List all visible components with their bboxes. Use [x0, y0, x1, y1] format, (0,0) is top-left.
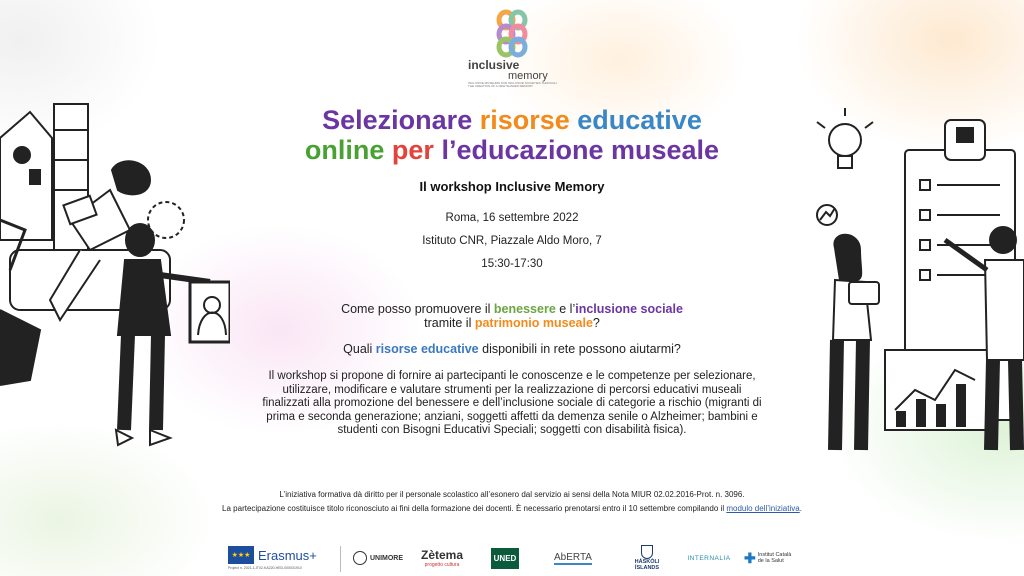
shield-icon	[641, 545, 653, 559]
question-text: Come posso promuovere il	[341, 302, 494, 316]
event-place: Istituto CNR, Piazzale Aldo Moro, 7	[422, 235, 602, 247]
logo-tagline: INCLUSIVE MUSEUMS FOR INCLUSIVE SOCIETIES THROUGH THE CREATION OF A NEW SHARED MEMORY	[468, 81, 557, 88]
seal-icon	[353, 551, 367, 565]
footer-note-2	[0, 504, 1024, 513]
question-text: ?	[592, 316, 600, 330]
highlight-benessere: benessere	[493, 302, 556, 316]
zetema-label: Zètema	[420, 548, 464, 562]
question-text: tramite il	[424, 316, 475, 330]
footer-note-1: L’iniziativa formativa dà diritto per il personale scolastico all’esonero dal servizio ai sensi della Nota MIUR 02.02.2016-Prot. n. 3096.	[279, 490, 745, 499]
question-2	[0, 342, 1024, 356]
question-1-line-2	[0, 316, 1024, 330]
internalia-label: INTERNALIA	[687, 554, 731, 562]
erasmus-label: Erasmus+	[258, 547, 317, 563]
title-word: online	[304, 135, 392, 165]
unimore-logo	[350, 540, 406, 576]
unimore-label: UNIMORE	[369, 554, 404, 562]
main-title-line-1	[0, 104, 1024, 136]
footer-text: La partecipazione costituisce titolo riconosciuto ai fini della formazione dei docenti. È necessario prenotarsi entro il 10 settembre compilando il	[222, 504, 727, 513]
title-word: educative	[577, 105, 702, 135]
iniziativa-form-link[interactable]: modulo dell’iniziativa	[726, 504, 800, 513]
event-time: 15:30-17:30	[481, 258, 543, 270]
uned-logo	[490, 540, 520, 576]
workshop-description: Il workshop si propone di fornire ai partecipanti le conoscenze e le competenze per selezionare, utilizzare, modificare e valutare strumenti per la realizzazione di percorsi educativi museali finalizzati alla promozione del benessere e dell’inclusione sociale di categorie a rischio (migranti di prima e seconda generazione; anziani, soggetti affetti da demenza senile o Alzheimer; bambini e studenti con Bisogni Educativi Speciali; soggetti con disabilità fisica).	[262, 370, 762, 437]
main-title-line-2	[0, 134, 1024, 166]
question-text: disponibili in rete possono aiutarmi?	[478, 342, 681, 356]
eu-flag-icon: ★★★	[228, 546, 254, 564]
footer-text: .	[799, 504, 802, 513]
title-word: Selezionare	[322, 105, 480, 135]
highlight-inclusione: inclusione sociale	[575, 302, 683, 316]
haskoli-logo	[622, 540, 672, 576]
knot-logo-icon	[462, 8, 562, 58]
partner-logos-strip	[222, 540, 802, 576]
erasmus-logo	[228, 540, 328, 576]
institut-logo	[744, 540, 802, 576]
haskoli-label: HÁSKÓLI ÍSLANDS	[634, 559, 660, 571]
uned-label: UNED	[491, 548, 520, 569]
event-date: Roma, 16 settembre 2022	[445, 212, 579, 224]
cross-icon: ✚	[744, 549, 756, 566]
zetema-sub: progetto cultura	[424, 562, 460, 568]
separator	[340, 546, 341, 572]
title-word: l’educazione museale	[441, 135, 720, 165]
internalia-logo	[680, 540, 738, 576]
erasmus-project-number: Project n. 2021-1-IT02-KA220-HED-000031910	[228, 566, 302, 570]
title-word: risorse	[479, 105, 578, 135]
aberta-logo	[540, 540, 606, 576]
zetema-logo	[414, 540, 470, 576]
logo-word-memory: memory	[508, 70, 548, 82]
title-word: per	[391, 135, 442, 165]
question-text: Quali	[343, 342, 376, 356]
question-1-line-1	[0, 302, 1024, 316]
workshop-subtitle: Il workshop Inclusive Memory	[419, 179, 605, 194]
aberta-label: AbERTA	[554, 551, 592, 563]
logo-word-inclusive: inclusive	[468, 58, 520, 72]
highlight-patrimonio: patrimonio museale	[474, 316, 593, 330]
highlight-risorse: risorse educative	[375, 342, 479, 356]
institut-label: Institut Català de la Salut	[757, 552, 792, 564]
inclusive-memory-logo	[462, 8, 562, 90]
question-text: e l’	[555, 302, 576, 316]
